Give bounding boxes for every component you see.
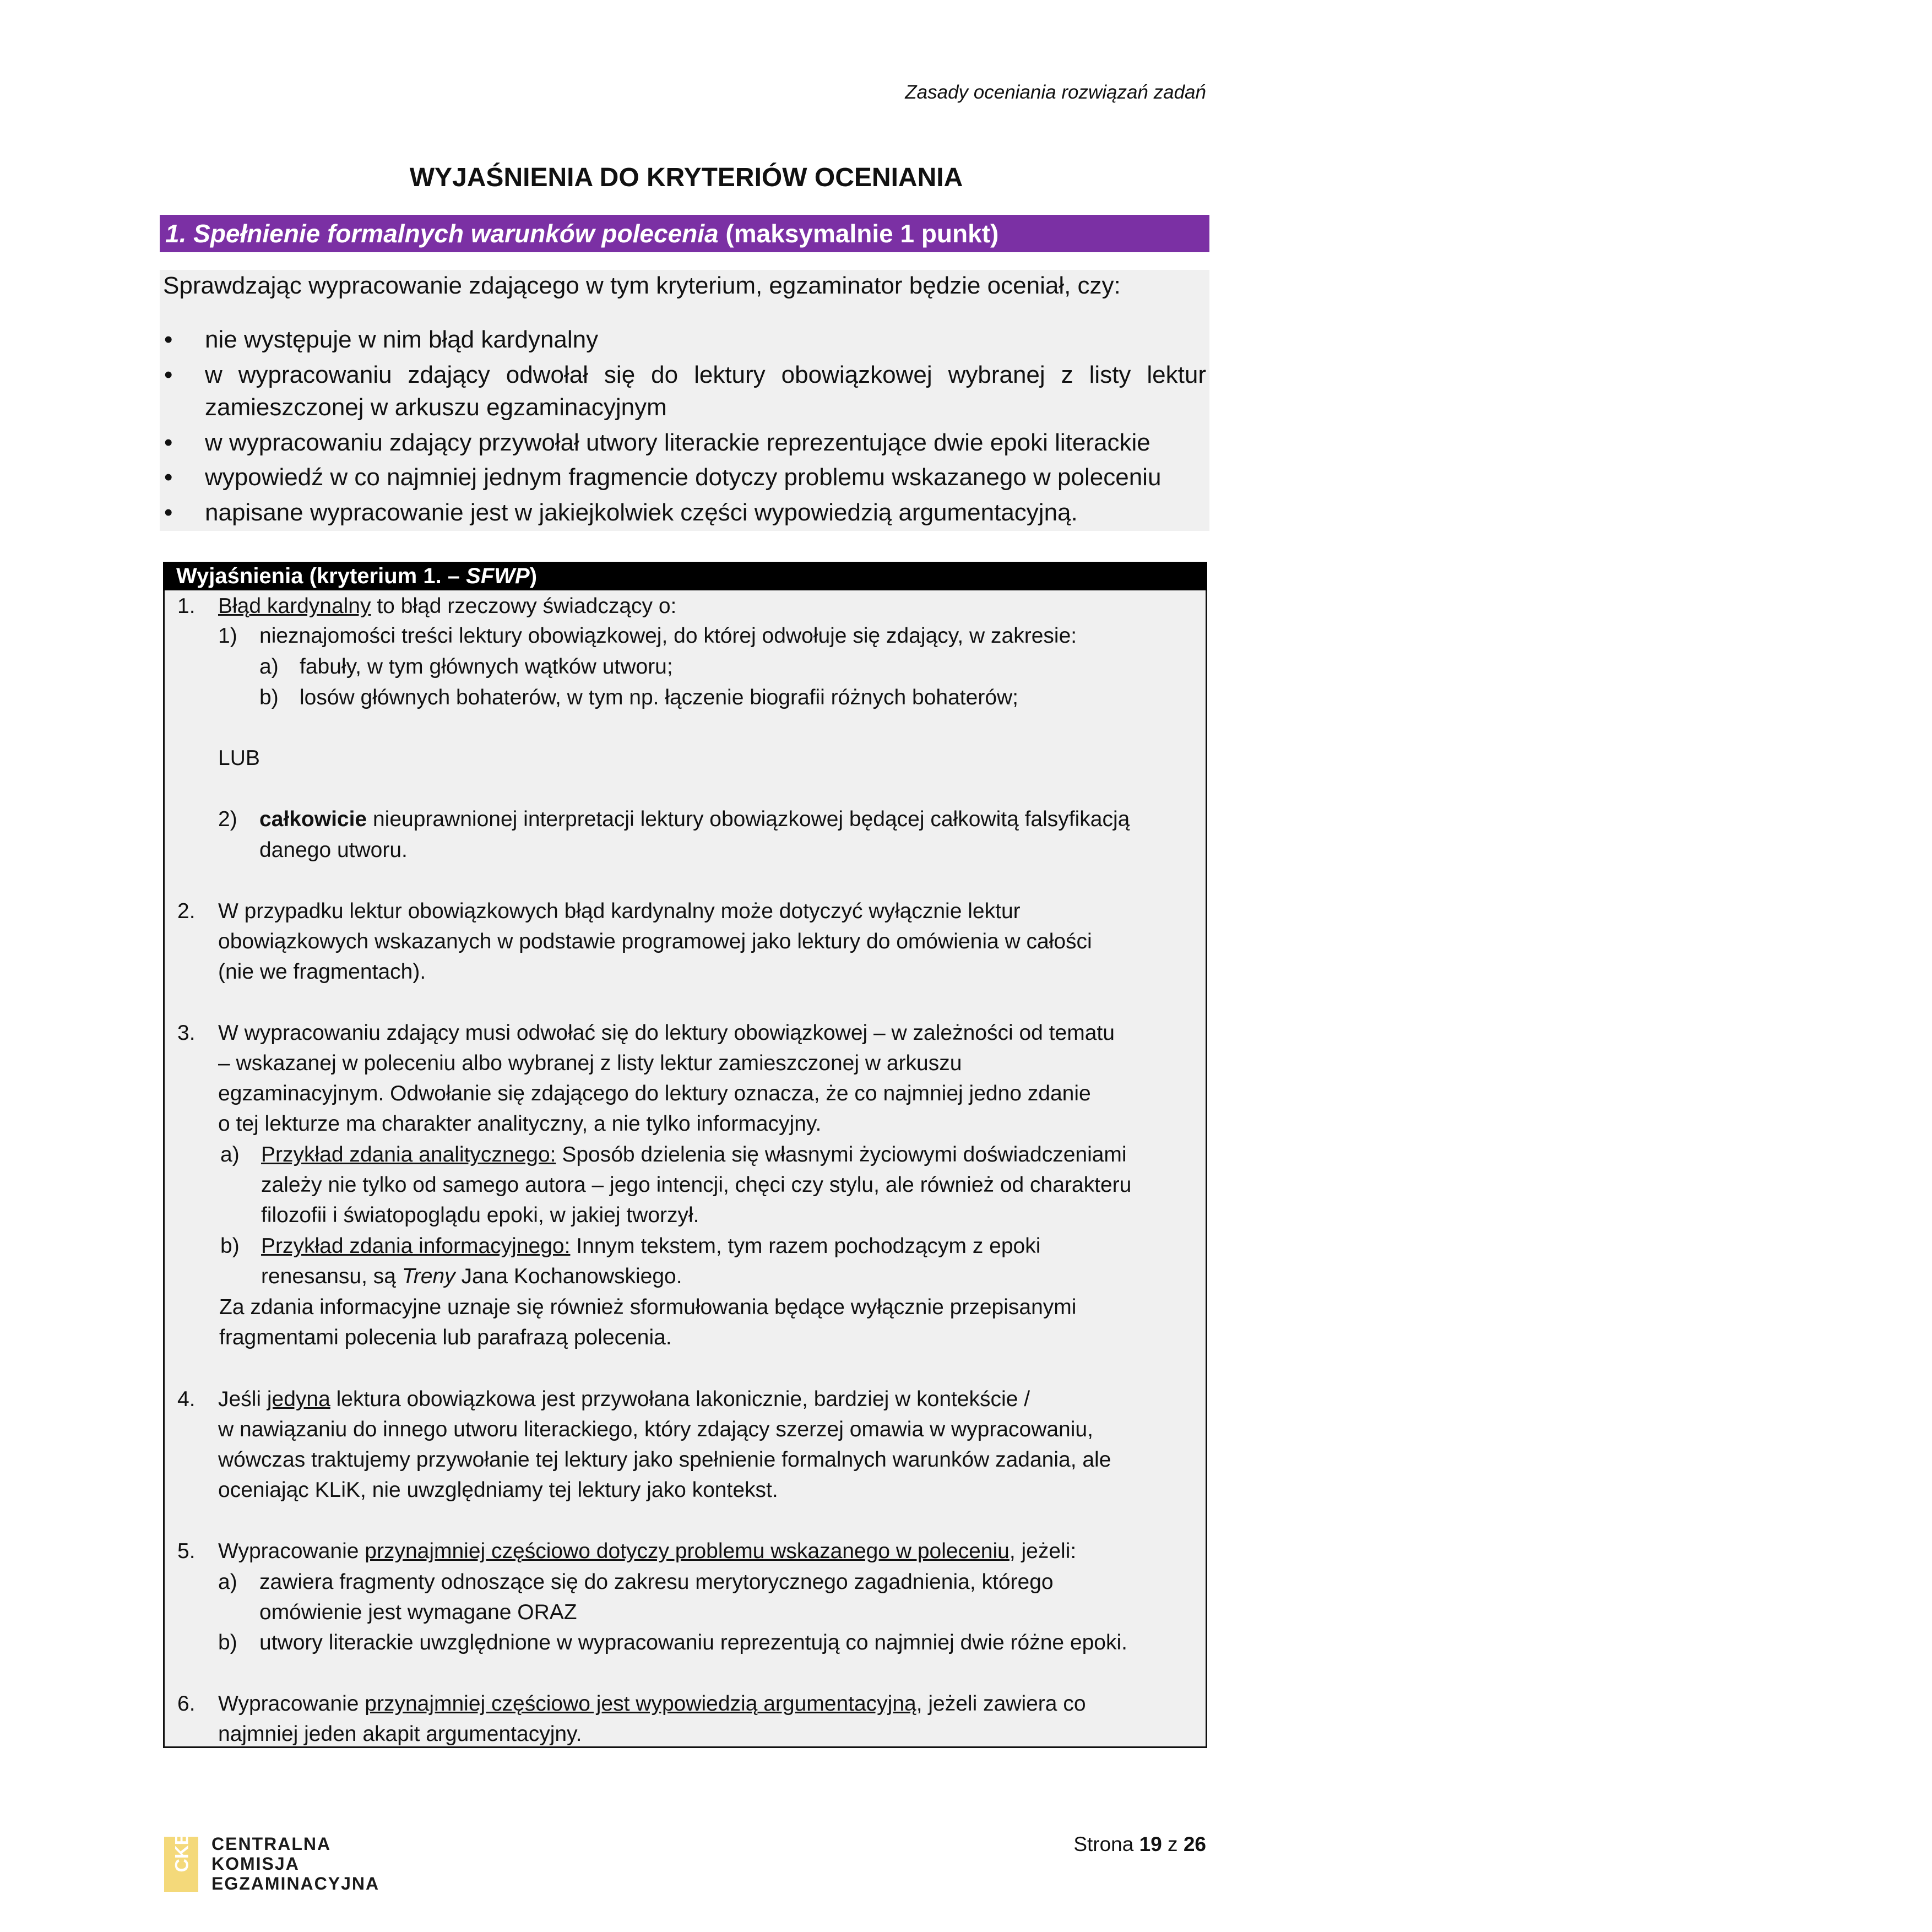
bullet-item: • napisane wypracowanie jest w jakiejkolwiek części wypowiedzią argumentacyjną.	[163, 495, 1206, 530]
item-3-line: – wskazanej w poleceniu albo wybranej z listy lektur zamieszczonej w arkuszu	[218, 1051, 962, 1075]
page-number: Strona 19 z 26	[1073, 1833, 1206, 1855]
item-1-sub-1: nieznajomości treści lektury obowiązkowej, do której odwołuje się zdający, w zakresie:	[259, 624, 1077, 648]
item-4-line: oceniając KLiK, nie uwzględniamy tej lektury jako kontekst.	[218, 1478, 778, 1502]
subitem-letter: a)	[259, 655, 279, 679]
item-5-sub-a: zawiera fragmenty odnoszące się do zakresu merytorycznego zagadnienia, którego	[259, 1570, 1054, 1594]
bullet-item: • nie występuje w nim błąd kardynalny	[163, 322, 1206, 357]
item-4-line: w nawiązaniu do innego utworu literackiego, który zdający szerzej omawia w wypracowaniu,	[218, 1418, 1093, 1441]
item-number: 4.	[177, 1387, 196, 1411]
criterion-heading	[160, 215, 1209, 252]
subitem-letter: b)	[220, 1234, 240, 1258]
subitem-letter: a)	[218, 1570, 237, 1594]
item-3-sub-a-cont: zależy nie tylko od samego autora – jego intencji, chęci czy stylu, ale również od charakteru	[261, 1173, 1132, 1197]
item-number: 2.	[177, 899, 196, 923]
bullet-icon: •	[164, 464, 173, 491]
subitem-letter: b)	[259, 686, 279, 709]
item-2-line: (nie we fragmentach).	[218, 960, 426, 984]
item-number: 5.	[177, 1539, 196, 1563]
item-number: 3.	[177, 1021, 196, 1045]
bullet-icon: •	[164, 428, 173, 456]
bullet-item: • wypowiedź w co najmniej jednym fragmencie dotyczy problemu wskazanego w poleceniu	[163, 460, 1206, 495]
subitem-number: 2)	[218, 807, 237, 831]
item-1-sub-2: całkowicie nieuprawnionej interpretacji lektury obowiązkowej będącej całkowitą falsyfikacją	[259, 807, 1130, 831]
item-1-sub-a: fabuły, w tym głównych wątków utworu;	[300, 655, 673, 679]
criterion-heading-italic: 1. Spełnienie formalnych warunków polecenia	[165, 219, 719, 248]
item-1-sub-b: losów głównych bohaterów, w tym np. łączenie biografii różnych bohaterów;	[300, 686, 1019, 709]
item-3-sub-b-cont: renesansu, są Treny Jana Kochanowskiego.	[261, 1265, 682, 1288]
item-3-note: fragmentami polecenia lub parafrazą polecenia.	[219, 1326, 672, 1349]
bullet-item: • w wypracowaniu zdający przywołał utwory literackie reprezentujące dwie epoki literackie	[163, 425, 1206, 460]
item-number: 1.	[177, 594, 196, 618]
bullet-icon: •	[164, 498, 173, 526]
item-6-line: Wypracowanie przynajmniej częściowo jest wypowiedzią argumentacyjną, jeżeli zawiera co	[218, 1692, 1086, 1716]
bullet-icon: •	[164, 361, 173, 388]
bullet-item: • w wypracowaniu zdający odwołał się do lektury obowiązkowej wybranej z listy lektur	[163, 357, 1206, 393]
item-number: 6.	[177, 1692, 196, 1716]
item-2-line: W przypadku lektur obowiązkowych błąd kardynalny może dotyczyć wyłącznie lektur	[218, 899, 1021, 923]
subitem-letter: a)	[220, 1143, 240, 1166]
item-5-sub-a-cont: omówienie jest wymagane ORAZ	[259, 1600, 577, 1624]
item-1-or: LUB	[218, 746, 260, 770]
item-3-line: egzaminacyjnym. Odwołanie się zdającego do lektury oznacza, że co najmniej jedno zdanie	[218, 1082, 1091, 1105]
criterion-bullets	[163, 322, 1206, 530]
item-3-sub-a: Przykład zdania analitycznego: Sposób dzielenia się własnymi życiowymi doświadczeniami	[261, 1143, 1127, 1166]
explanations-header: Wyjaśnienia (kryterium 1. – SFWP)	[163, 562, 1207, 590]
subitem-letter: b)	[218, 1631, 237, 1654]
criterion-intro: Sprawdzając wypracowanie zdającego w tym kryterium, egzaminator będzie oceniał, czy:	[163, 272, 1121, 299]
running-header: Zasady oceniania rozwiązań zadań	[905, 82, 1206, 103]
item-1-line-1: Błąd kardynalny to błąd rzeczowy świadczący o:	[218, 594, 677, 618]
item-3-note: Za zdania informacyjne uznaje się również sformułowania będące wyłącznie przepisanymi	[219, 1295, 1077, 1319]
item-3-sub-a-cont: filozofii i światopoglądu epoki, w jakiej tworzył.	[261, 1203, 699, 1227]
item-3-sub-b: Przykład zdania informacyjnego: Innym tekstem, tym razem pochodzącym z epoki	[261, 1234, 1041, 1258]
item-2-line: obowiązkowych wskazanych w podstawie programowej jako lektury do omówienia w całości	[218, 930, 1092, 953]
item-1-sub-2-cont: danego utworu.	[259, 838, 408, 862]
item-4-line: Jeśli jedyna lektura obowiązkowa jest przywołana lakonicznie, bardziej w kontekście /	[218, 1387, 1030, 1411]
cke-logo-text: CENTRALNA KOMISJA EGZAMINACYJNA	[211, 1834, 380, 1893]
criterion-heading-rest: (maksymalnie 1 punkt)	[718, 219, 999, 248]
bullet-icon: •	[164, 326, 173, 353]
item-5-sub-b: utwory literackie uwzględnione w wypracowaniu reprezentują co najmniej dwie różne epoki.	[259, 1631, 1127, 1654]
bullet-item-continuation: zamieszczonej w arkuszu egzaminacyjnym	[205, 394, 667, 421]
item-4-line: wówczas traktujemy przywołanie tej lektury jako spełnienie formalnych warunków zadania, ale	[218, 1448, 1111, 1472]
item-3-line: W wypracowaniu zdający musi odwołać się do lektury obowiązkowej – w zależności od tematu	[218, 1021, 1115, 1045]
page-title: WYJAŚNIENIA DO KRYTERIÓW OCENIANIA	[409, 163, 963, 192]
item-5-line: Wypracowanie przynajmniej częściowo dotyczy problemu wskazanego w poleceniu, jeżeli:	[218, 1539, 1077, 1563]
item-3-line: o tej lekturze ma charakter analityczny, a nie tylko informacyjny.	[218, 1112, 822, 1136]
cke-logo-icon: CKE	[164, 1837, 198, 1892]
subitem-number: 1)	[218, 624, 237, 648]
item-6-line: najmniej jeden akapit argumentacyjny.	[218, 1722, 582, 1746]
